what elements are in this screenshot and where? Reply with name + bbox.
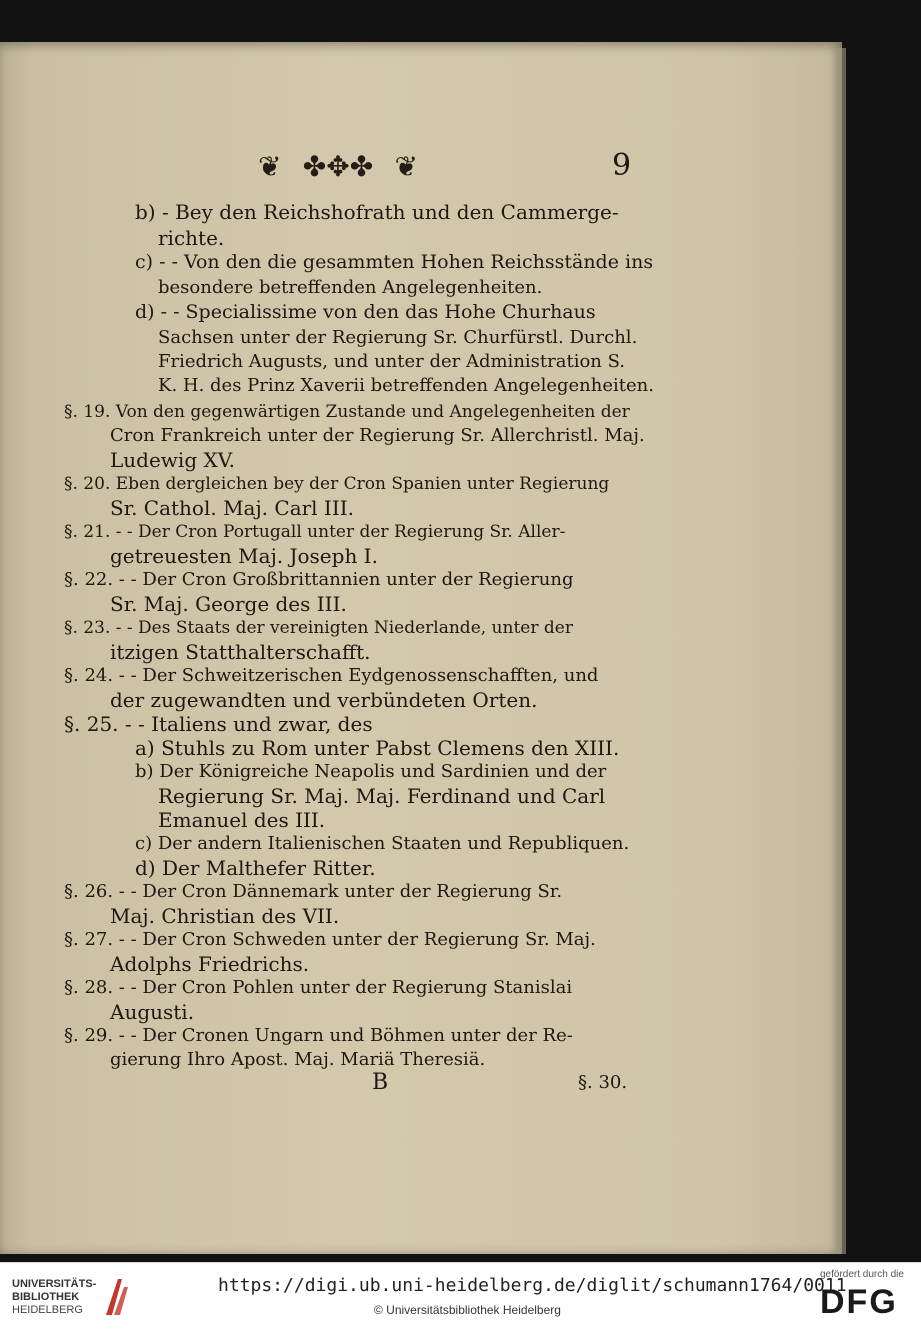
library-name-line1: UNIVERSITÄTS-: [12, 1277, 97, 1290]
viewer-footer: [0, 1262, 921, 1329]
text-line: §. 25. - - Italiens und zwar, des: [64, 712, 373, 736]
text-line: Maj. Christian des VII.: [110, 904, 340, 928]
text-line: Sr. Cathol. Maj. Carl III.: [110, 496, 354, 520]
text-line: §. 23. - - Des Staats der vereinigten Niederlande, unter der: [64, 618, 573, 638]
text-line: d) Der Malthefer Ritter.: [135, 856, 376, 880]
text-line: §. 27. - - Der Cron Schweden unter der Regierung Sr. Maj.: [64, 929, 596, 950]
ornament-left: ❦: [258, 149, 282, 183]
copyright-notice: © Universitätsbibliothek Heidelberg: [374, 1303, 561, 1317]
text-line: richte.: [158, 226, 225, 250]
library-emblem-icon: [102, 1275, 132, 1319]
permalink-url[interactable]: https://digi.ub.uni-heidelberg.de/diglit/schumann1764/0011: [218, 1275, 847, 1296]
library-name: [12, 1278, 96, 1317]
text-line: getreuesten Maj. Joseph I.: [110, 544, 378, 568]
text-line: b) Der Königreiche Neapolis und Sardinien und der: [135, 761, 607, 782]
text-line: Sr. Maj. George des III.: [110, 592, 347, 616]
text-line: §. 29. - - Der Cronen Ungarn und Böhmen unter der Re-: [64, 1025, 573, 1046]
text-line: der zugewandten und verbündeten Orten.: [110, 688, 538, 712]
library-name-line2: BIBLIOTHEK: [12, 1290, 80, 1303]
text-line: §. 26. - - Der Cron Dännemark unter der Regierung Sr.: [64, 881, 563, 902]
text-line: §. 28. - - Der Cron Pohlen unter der Regierung Stanislai: [64, 977, 573, 998]
text-line: Adolphs Friedrichs.: [110, 952, 310, 976]
text-line: Emanuel des III.: [158, 808, 326, 832]
text-line: d) - - Specialissime von den das Hohe Churhaus: [135, 301, 596, 323]
funding-label: gefördert durch die: [820, 1269, 904, 1280]
catchword: §. 30.: [578, 1072, 628, 1093]
text-line: §. 22. - - Der Cron Großbrittannien unter der Regierung: [64, 569, 574, 590]
text-line: Augusti.: [110, 1000, 195, 1024]
text-line: b) - Bey den Reichshofrath und den Cammerge-: [135, 200, 619, 224]
library-name-line3: HEIDELBERG: [12, 1303, 83, 1316]
ornament-center: ✤✥✤: [302, 149, 374, 183]
page-number: 9: [612, 148, 632, 183]
text-line: §. 20. Eben dergleichen bey der Cron Spanien unter Regierung: [64, 474, 610, 494]
text-line: Regierung Sr. Maj. Maj. Ferdinand und Carl: [158, 784, 606, 808]
text-line: c) Der andern Italienischen Staaten und Republiquen.: [135, 833, 630, 854]
text-line: §. 21. - - Der Cron Portugall unter der Regierung Sr. Aller-: [64, 522, 566, 542]
text-line: itzigen Statthalterschafft.: [110, 640, 371, 664]
signature-mark: B: [372, 1070, 389, 1095]
text-line: Cron Frankreich unter der Regierung Sr. Allerchristl. Maj.: [110, 425, 645, 446]
text-line: besondere betreffenden Angelegenheiten.: [158, 277, 543, 298]
text-line: a) Stuhls zu Rom unter Pabst Clemens den XIII.: [135, 736, 620, 760]
ornament-right: ❦: [394, 149, 418, 183]
text-line: Sachsen unter der Regierung Sr. Churfürstl. Durchl.: [158, 327, 638, 348]
text-line: Friedrich Augusts, und unter der Administration S.: [158, 351, 626, 372]
text-line: §. 24. - - Der Schweitzerischen Eydgenossenschafften, und: [64, 665, 599, 686]
text-line: K. H. des Prinz Xaverii betreffenden Angelegenheiten.: [158, 375, 654, 396]
text-line: gierung Ihro Apost. Maj. Mariä Theresiä.: [110, 1049, 486, 1070]
text-line: §. 19. Von den gegenwärtigen Zustande und Angelegenheiten der: [64, 402, 630, 422]
text-line: Ludewig XV.: [110, 448, 236, 472]
library-logo[interactable]: [12, 1273, 152, 1321]
dfg-logo[interactable]: DFG: [820, 1283, 898, 1321]
text-line: c) - - Von den die gesammten Hohen Reichsstände ins: [135, 251, 654, 273]
